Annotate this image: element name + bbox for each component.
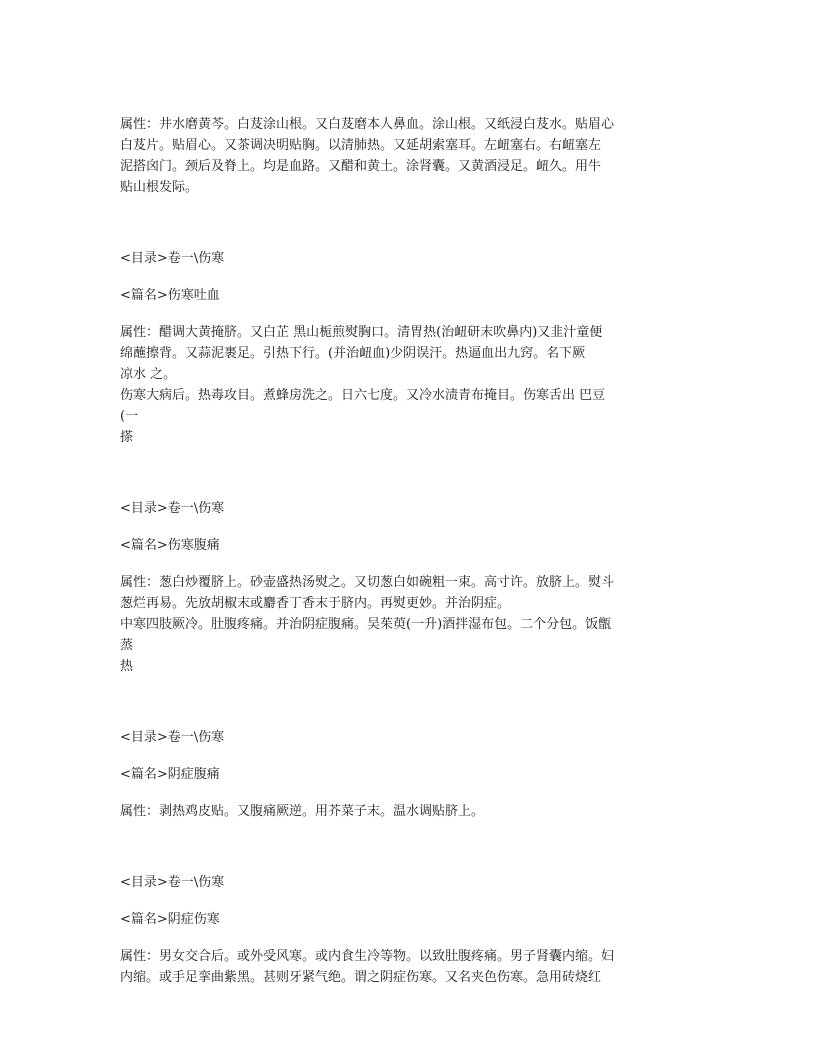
spacer (120, 748, 660, 764)
catalog-heading: <目录>卷一\伤寒 (120, 730, 225, 745)
catalog-heading: <目录>卷一\伤寒 (120, 501, 225, 516)
body-line: 中寒四肢厥冷。肚腹疼痛。并治阴症腹痛。吴茱萸(一升)酒拌湿布包。二个分包。饭甑 (120, 617, 612, 632)
spacer (120, 930, 660, 946)
section-yinzheng-shanghan (120, 872, 660, 988)
section-title: <篇名>伤寒腹痛 (120, 538, 220, 553)
catalog-heading: <目录>卷一\伤寒 (120, 875, 225, 890)
body-line: 葱烂再易。先放胡椒末或麝香丁香末于脐内。再熨更妙。并治阴症。 (120, 596, 511, 611)
document-page (120, 114, 660, 988)
section-title: <篇名>阴症伤寒 (120, 912, 220, 927)
body-line: 白芨片。贴眉心。又茶调决明贴胸。以清肺热。又延胡索塞耳。左衄塞右。右衄塞左 (120, 138, 602, 153)
catalog-heading: <目录>卷一\伤寒 (120, 251, 225, 266)
body-line: 搽 (120, 430, 134, 445)
spacer (120, 822, 660, 872)
spacer (120, 448, 660, 498)
body-line: 贴山根发际。 (120, 180, 199, 195)
body-line: 内缩。或手足挛曲紫黑。甚则牙紧气绝。谓之阴症伤寒。又名夹色伤寒。急用砖烧红 (120, 970, 602, 985)
body-line: 凉水 之。 (120, 367, 177, 382)
body-line: 绵蘸擦背。又蒜泥裹足。引热下行。(并治衄血)少阴误汗。热逼血出九窍。名下厥 (120, 346, 586, 361)
spacer (120, 785, 660, 801)
spacer (120, 893, 660, 909)
body-line: 伤寒大病后。热毒攻目。煮蜂房洗之。日六七度。又冷水渍青布掩目。伤寒舌出 巴豆 (120, 388, 606, 403)
body-line: 蒸 (120, 638, 134, 653)
intro-entry (120, 114, 660, 198)
spacer (120, 677, 660, 727)
spacer (120, 306, 660, 322)
spacer (120, 269, 660, 285)
section-title: <篇名>伤寒吐血 (120, 288, 220, 303)
body-line: 属性：男女交合后。或外受风寒。或内食生冷等物。以致肚腹疼痛。男子肾囊内缩。妇 (120, 949, 615, 964)
body-line: 属性：剥热鸡皮贴。又腹痛厥逆。用芥菜子末。温水调贴脐上。 (120, 804, 485, 819)
section-title: <篇名>阴症腹痛 (120, 767, 220, 782)
section-shanghan-futong (120, 498, 660, 677)
spacer (120, 198, 660, 248)
section-yinzheng-futong (120, 727, 660, 822)
spacer (120, 519, 660, 535)
body-line: 属性：葱白炒覆脐上。砂壶盛热汤熨之。又切葱白如碗粗一束。高寸许。放脐上。熨斗 (120, 575, 615, 590)
spacer (120, 556, 660, 572)
body-line: (一 (120, 409, 139, 424)
body-line: 泥搭囟门。颈后及脊上。均是血路。又醋和黄土。涂肾囊。又黄酒浸足。衄久。用牛 (120, 159, 602, 174)
body-line: 属性：醋调大黄掩脐。又白芷 黑山栀煎熨胸口。清胃热(治衄研末吹鼻内)又韭汁童便 (120, 325, 603, 340)
body-line: 热 (120, 659, 134, 674)
section-shanghan-tuxue (120, 248, 660, 448)
body-line: 属性：井水磨黄芩。白芨涂山根。又白芨磨本人鼻血。涂山根。又纸浸白芨水。贴眉心 (120, 117, 615, 132)
